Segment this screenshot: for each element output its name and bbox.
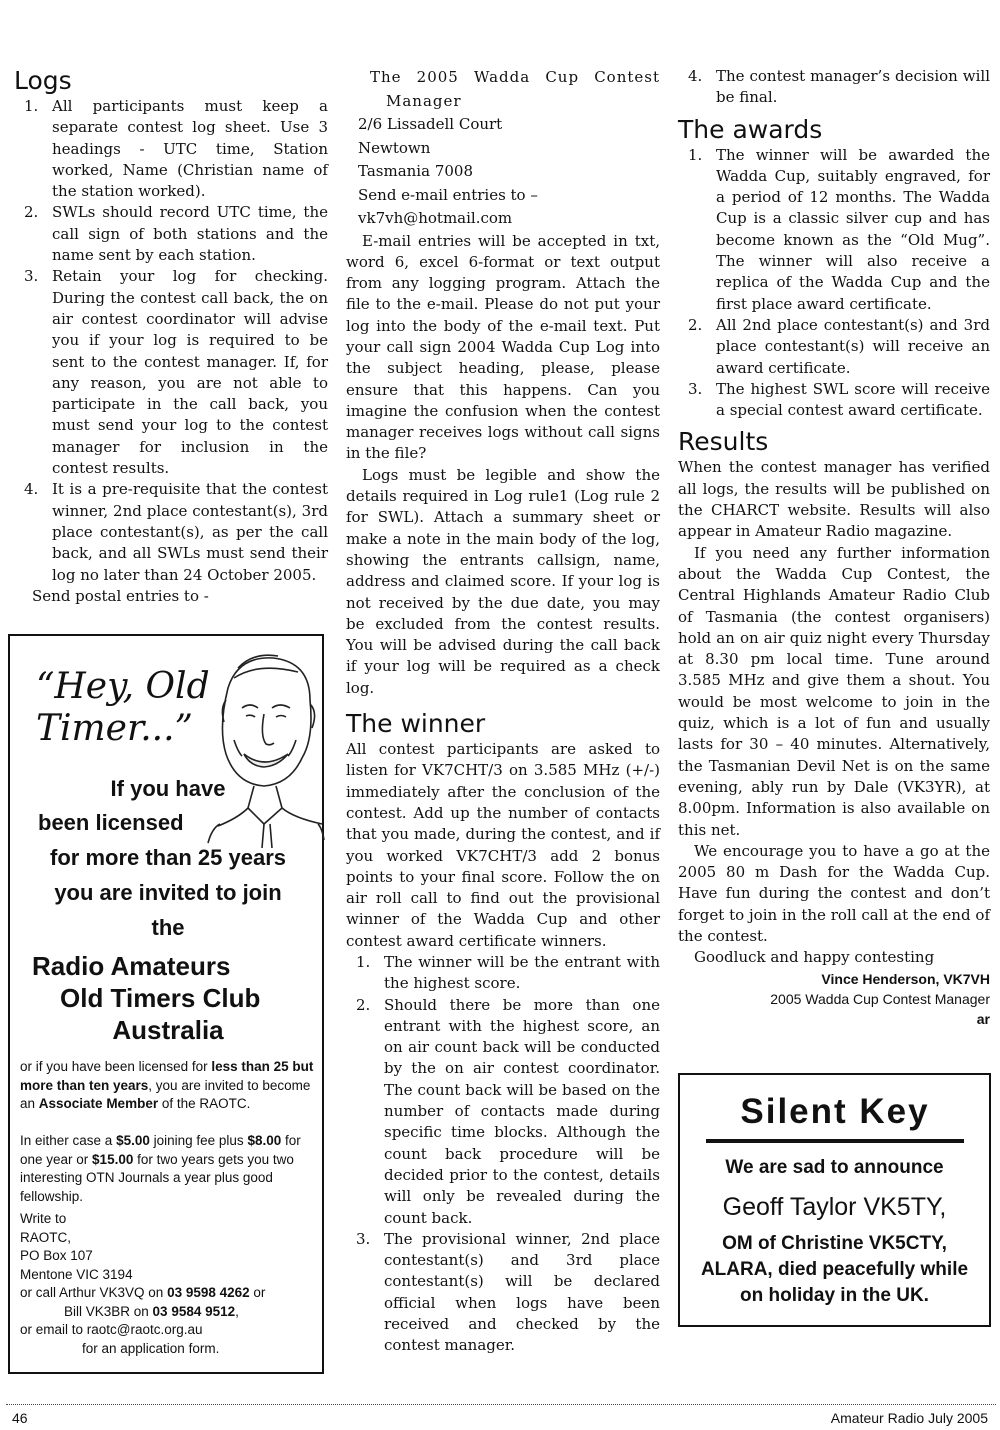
ad-form-line: for an application form. (82, 1340, 220, 1356)
silent-key-line-3: OM of Christine VK5CTY, (722, 1233, 947, 1254)
awards-rule-3 (678, 379, 990, 422)
ad-call-line-1 (20, 1284, 318, 1303)
rule-text: The provisional winner, 2nd place contestant(s) and 3rd place contestant(s) will be declared official when logs have been received and checked by the contest manager. (384, 1229, 660, 1355)
address-line: Send e-mail entries to – (358, 185, 538, 204)
results-paragraph-3: We encourage you to have a go at the 2005 80 m Dash for the Wadda Cup. Have fun during the contest and don’t forget to join in the roll call at the end of the contest. (678, 841, 990, 945)
rule-number: 3. (688, 379, 703, 398)
column-1 (14, 66, 328, 607)
postal-entries-line: Send postal entries to - (32, 586, 209, 605)
ad-text: , you are invited to become an (20, 1077, 311, 1111)
ad-club-line-1: Radio Amateurs (32, 951, 231, 981)
silent-key-box (678, 1073, 991, 1327)
winner-rules (346, 952, 660, 1357)
ad-text: joining fee plus (149, 1133, 248, 1148)
rule-text: It is a pre-requisite that the contest winner, 2nd place contestant(s), 3rd place contestant(s), as per the call back, and all SWLs must send their log no later than 24 October 2005. (52, 480, 328, 584)
silent-key-title: Silent Key (706, 1087, 964, 1143)
ad-address-line: Mentone VIC 3194 (20, 1266, 133, 1282)
winner-paragraph: All contest participants are asked to listen for VK7CHT/3 on 3.585 MHz (+/-) immediately after the conclusion of the contest. Add up the number of contacts that you made, during the contest, and if you worked VK7CHT/3 add 2 bonus points to your final score. Follow the on air roll call to find out the provisional winner of the Wadda Cup and other contest award certificate winners. (346, 740, 660, 950)
ad-line-4: you are invited to join (54, 880, 282, 905)
ad-text: or if you have been licensed for (20, 1059, 212, 1074)
results-paragraph-1: When the contest manager has verified all logs, the results will be published on the CHARCT website. Results will also appear in Amateur Radio magazine. (678, 458, 990, 541)
rule-number: 2. (356, 995, 371, 1014)
ad-line-1: If you have (110, 776, 226, 801)
ad-line-2: been licensed (38, 810, 184, 835)
logs-rule-3 (14, 266, 328, 479)
logs-heading: Logs (14, 66, 72, 95)
ad-headline-line-2: Timer...” (36, 708, 193, 749)
ad-phone: 03 9584 9512 (152, 1303, 236, 1319)
legibility-paragraph: Logs must be legible and show the details required in Log rule1 (Log rule 2 for SWL). Attach a summary sheet or make a note in the main body of the log, showing the entrants callsign, name, address and claimed score. If your log is not received by the due date, you may be excluded from the contest results. You will be advised during the call back if your log will be required as a check log. (346, 465, 660, 697)
awards-rules (678, 145, 990, 422)
rule-number: 2. (688, 315, 703, 334)
rule-number: 3. (356, 1229, 371, 1248)
ad-text: for two years gets you two interesting OTN Journals a year plus good fellowship. (20, 1151, 294, 1204)
publication-name: Amateur Radio July 2005 (830, 1410, 988, 1426)
ad-associate-text (20, 1058, 318, 1114)
ad-text: In either case a (20, 1133, 117, 1148)
logs-rule-2 (14, 202, 328, 266)
ad-address-line: PO Box 107 (20, 1248, 93, 1263)
footer-rule (6, 1404, 996, 1405)
ad-text: or (249, 1285, 266, 1300)
results-heading: Results (678, 427, 769, 457)
silent-key-line-2: Geoff Taylor VK5TY, (722, 1193, 947, 1221)
winner-rules-continued (678, 66, 990, 109)
silent-key-line-5: on holiday in the UK. (740, 1285, 929, 1306)
awards-heading: The awards (678, 114, 823, 144)
ad-text-bold: $8.00 (247, 1133, 282, 1148)
goodluck-line: Goodluck and happy contesting (694, 948, 935, 967)
rule-text: All participants must keep a separate contest log sheet. Use 3 headings - UTC time, Station worked, Name (Christian name of the station worked). (52, 97, 328, 201)
rule-text: All 2nd place contestant(s) and 3rd place contestant(s) will receive an award certificate. (716, 315, 990, 377)
ad-text-bold: $15.00 (92, 1151, 134, 1167)
rule-text: Should there be more than one entrant with the highest score, an on air count back will be conducted by the on air contest coordinator. The count back will be based on the number of contacts made during specific time blocks. Although the count back procedure will be decided prior to the contest, details will only be revealed during the count back. (384, 995, 660, 1227)
signer-title: 2005 Wadda Cup Contest Manager (770, 990, 990, 1007)
rule-text: Retain your log for checking. During the contest call back, the on air contest coordinator will advise you if your log is required to be sent to the contest manager. If, for any reason, you are not able to participate in the call back, you must send your log to the contest manager for inclusion in the contest results. (52, 267, 328, 478)
ad-text-bold: $5.00 (116, 1133, 150, 1148)
email-entries-paragraph: E-mail entries will be accepted in txt, word 6, excel 6-format or text output from any logging program. Attach the file to the e-mail. Please do not put your log into the body of the e-mail text. Put your call sign 2004 Wadda Cup Log into the subject heading, please, please ensure that this happens. Can you imagine the confusion when the contest manager receives logs without call signs in the file? (346, 231, 660, 463)
rule-text: SWLs should record UTC time, the call sign of both stations and the name sent by each station. (52, 203, 328, 265)
awards-rule-2 (678, 315, 990, 379)
rule-number: 1. (24, 97, 39, 115)
winner-heading: The winner (346, 709, 486, 739)
address-line: Newtown (358, 138, 431, 157)
ad-text-bold: Associate Member (38, 1096, 159, 1111)
rule-number: 3. (24, 267, 39, 286)
ad-email-line: or email to raotc@raotc.org.au (20, 1322, 203, 1337)
rule-text: The winner will be awarded the Wadda Cup, suitably engraved, for a period of 12 months. The Wadda Cup is a classic silver cup and has become known as the “Old Mug”. The winner will also receive a replica of the Wadda Cup and the first place award certificate. (716, 145, 990, 313)
page-number: 46 (12, 1410, 28, 1426)
ad-club-line-2: Old Timers Club (60, 983, 261, 1013)
rule-text: The contest manager’s decision will be final. (716, 67, 990, 107)
logs-rules (14, 96, 328, 586)
rule-text: The highest SWL score will receive a special contest award certificate. (716, 379, 990, 420)
ad-address-line: Write to (20, 1211, 67, 1226)
rule-number: 1. (356, 953, 371, 971)
ad-call-line-2 (20, 1303, 318, 1322)
ad-headline-line-1: “Hey, Old (36, 666, 210, 707)
postal-address (346, 66, 660, 231)
ad-line-3: for more than 25 years (50, 845, 286, 870)
address-line: 2/6 Lissadell Court (358, 115, 503, 133)
ad-text: of the RAOTC. (158, 1096, 251, 1111)
ad-write-to (20, 1210, 318, 1358)
rule-number: 1. (688, 145, 703, 164)
logs-rule-4 (14, 479, 328, 585)
rule-number: 2. (24, 203, 39, 222)
silent-key-line-4: ALARA, died peacefully while (700, 1259, 969, 1280)
column-2 (346, 66, 660, 1357)
ad-line-5: the (151, 915, 185, 940)
rule-text: The winner will be the entrant with the highest score. (384, 953, 660, 993)
winner-rule-1 (346, 952, 660, 995)
ad-text: for one year or (20, 1133, 301, 1167)
ad-fee-text (20, 1132, 318, 1206)
awards-rule-1 (678, 145, 990, 315)
column-3 (678, 66, 990, 1029)
ad-text: Bill VK3BR on (64, 1303, 153, 1319)
rule-number: 4. (24, 480, 39, 499)
ad-address-line: RAOTC, (20, 1229, 72, 1245)
end-mark: ar (976, 1010, 990, 1027)
results-paragraph-2: If you need any further information about the Wadda Cup Contest, the Central Highlands Amateur Radio Club of Tasmania (the contest organisers) hold an on air quiz night every Thursday at 8.30 pm local time. Tune around 3.585 MHz and give them a shout. You would be most welcome to join in the quiz, which is a lot of fun and usually lasts for 30 – 40 minutes. Alternatively, the Tasmanian Devil Net is on the same evening, ably run by Dale (VK3YR), at 8.00pm. Information is also available on this net. (678, 543, 990, 839)
logs-rule-1 (14, 96, 328, 202)
ad-club-line-3: Australia (112, 1015, 224, 1045)
email-address: vk7vh@hotmail.com (358, 209, 513, 227)
rule-number: 4. (688, 67, 703, 85)
address-line: Tasmania 7008 (358, 162, 473, 180)
address-title: The 2005 Wadda Cup Contest Manager (370, 68, 660, 110)
ad-text: , (235, 1303, 239, 1319)
ad-phone: 03 9598 4262 (167, 1285, 250, 1300)
silent-key-line-1: We are sad to announce (725, 1157, 944, 1178)
ad-text: or call Arthur VK3VQ on (20, 1285, 168, 1300)
raotc-advertisement (8, 634, 324, 1374)
signer-name: Vince Henderson, VK7VH (821, 970, 990, 987)
winner-rule-4 (678, 66, 990, 109)
ad-headline (36, 666, 210, 750)
ad-text-bold: less than 25 but more than ten years (20, 1059, 314, 1093)
winner-rule-3 (346, 1229, 660, 1357)
winner-rule-2 (346, 995, 660, 1229)
